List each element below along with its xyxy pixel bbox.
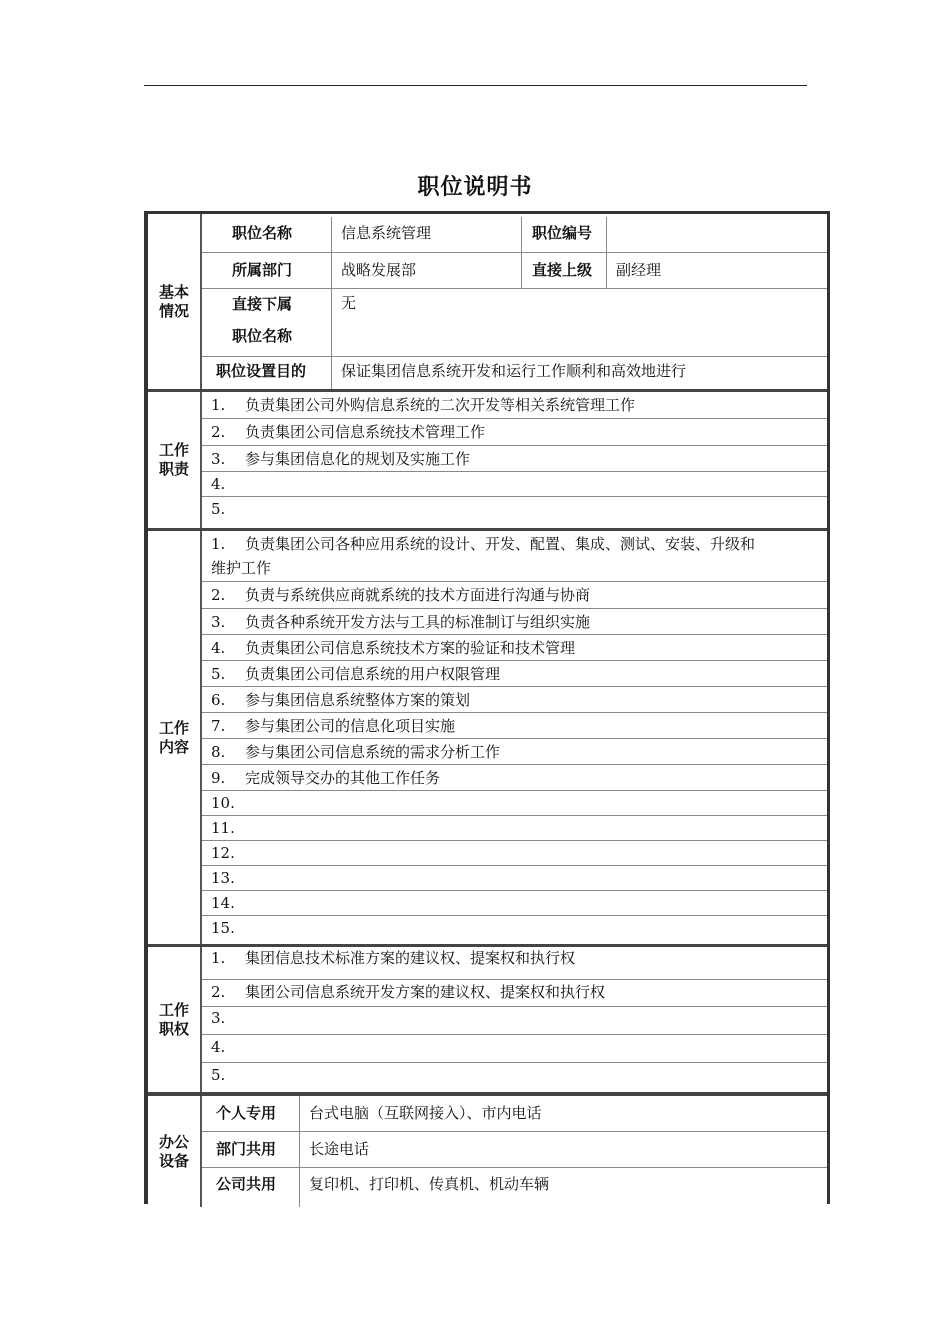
equipment-label: 公司共用: [216, 1175, 277, 1193]
list-item: 1. 负责集团公司各种应用系统的设计、开发、配置、集成、测试、安装、升级和 维护工作: [202, 531, 827, 582]
section-content-header: 工作内容: [148, 531, 202, 944]
equipment-value: 台式电脑（互联网接入）、市内电话: [309, 1104, 542, 1122]
section-content: [148, 531, 827, 944]
header-rule: [144, 85, 807, 86]
equipment-label: 个人专用: [216, 1104, 277, 1122]
section-duties-header: 工作职责: [148, 392, 202, 528]
list-item: 2. 集团公司信息系统开发方案的建议权、提案权和执行权: [202, 980, 827, 1007]
section-basic: [148, 214, 827, 389]
row-purpose: [202, 357, 827, 389]
subordinate-label-2: 职位名称: [232, 327, 293, 345]
list-item: 12.: [202, 841, 827, 866]
list-item: 10.: [202, 791, 827, 816]
list-item: 5. 负责集团公司信息系统的用户权限管理: [202, 661, 827, 687]
job-description-table: [144, 211, 830, 1204]
list-item: 4.: [202, 472, 827, 497]
list-item: 2. 负责与系统供应商就系统的技术方面进行沟通与协商: [202, 582, 827, 609]
equipment-label: 部门共用: [216, 1140, 277, 1158]
list-item: 13.: [202, 866, 827, 891]
purpose-value: 保证集团信息系统开发和运行工作顺利和高效地进行: [341, 362, 687, 380]
section-authority: [148, 947, 827, 1092]
list-item: 8. 参与集团公司信息系统的需求分析工作: [202, 739, 827, 765]
supervisor-value: 副经理: [616, 261, 662, 279]
list-item: 4.: [202, 1035, 827, 1063]
list-item: 9. 完成领导交办的其他工作任务: [202, 765, 827, 791]
position-name-value: 信息系统管理: [341, 224, 432, 242]
row-department: [202, 253, 827, 289]
list-item: 6. 参与集团信息系统整体方案的策划: [202, 687, 827, 713]
list-item: 11.: [202, 816, 827, 841]
list-item: 14.: [202, 891, 827, 916]
equipment-value: 长途电话: [309, 1140, 370, 1158]
list-item: 2. 负责集团公司信息系统技术管理工作: [202, 419, 827, 446]
list-item: 4. 负责集团公司信息系统技术方案的验证和技术管理: [202, 635, 827, 661]
equipment-value: 复印机、打印机、传真机、机动车辆: [309, 1175, 550, 1193]
equipment-row: [202, 1132, 827, 1168]
list-item: 15.: [211, 919, 235, 937]
section-duties: [148, 392, 827, 528]
list-item: 5.: [211, 500, 226, 518]
list-item: 7. 参与集团公司的信息化项目实施: [202, 713, 827, 739]
equipment-row: [202, 1168, 827, 1207]
department-label: 所属部门: [232, 261, 293, 279]
list-item: 3. 负责各种系统开发方法与工具的标准制订与组织实施: [202, 609, 827, 635]
section-authority-header: 工作职权: [148, 947, 202, 1092]
position-name-label: 职位名称: [232, 224, 293, 242]
subordinate-value: 无: [341, 294, 357, 312]
list-item: 3. 参与集团信息化的规划及实施工作: [202, 446, 827, 472]
supervisor-label: 直接上级: [532, 261, 593, 279]
row-subordinate: [202, 289, 827, 357]
list-item: 3.: [202, 1007, 827, 1035]
list-item: 1. 集团信息技术标准方案的建议权、提案权和执行权: [202, 947, 827, 980]
list-item: 5.: [211, 1066, 226, 1084]
section-equipment: [148, 1096, 827, 1207]
page-title: 职位说明书: [417, 175, 533, 200]
row-position: [202, 217, 827, 253]
list-item: 1. 负责集团公司外购信息系统的二次开发等相关系统管理工作: [202, 392, 827, 419]
section-basic-header: 基本情况: [148, 214, 202, 389]
section-equipment-header: 办公设备: [148, 1096, 202, 1207]
position-code-label: 职位编号: [532, 224, 593, 242]
equipment-row: [202, 1096, 827, 1132]
purpose-label: 职位设置目的: [216, 362, 307, 380]
subordinate-label-1: 直接下属: [232, 295, 293, 313]
department-value: 战略发展部: [341, 261, 417, 279]
